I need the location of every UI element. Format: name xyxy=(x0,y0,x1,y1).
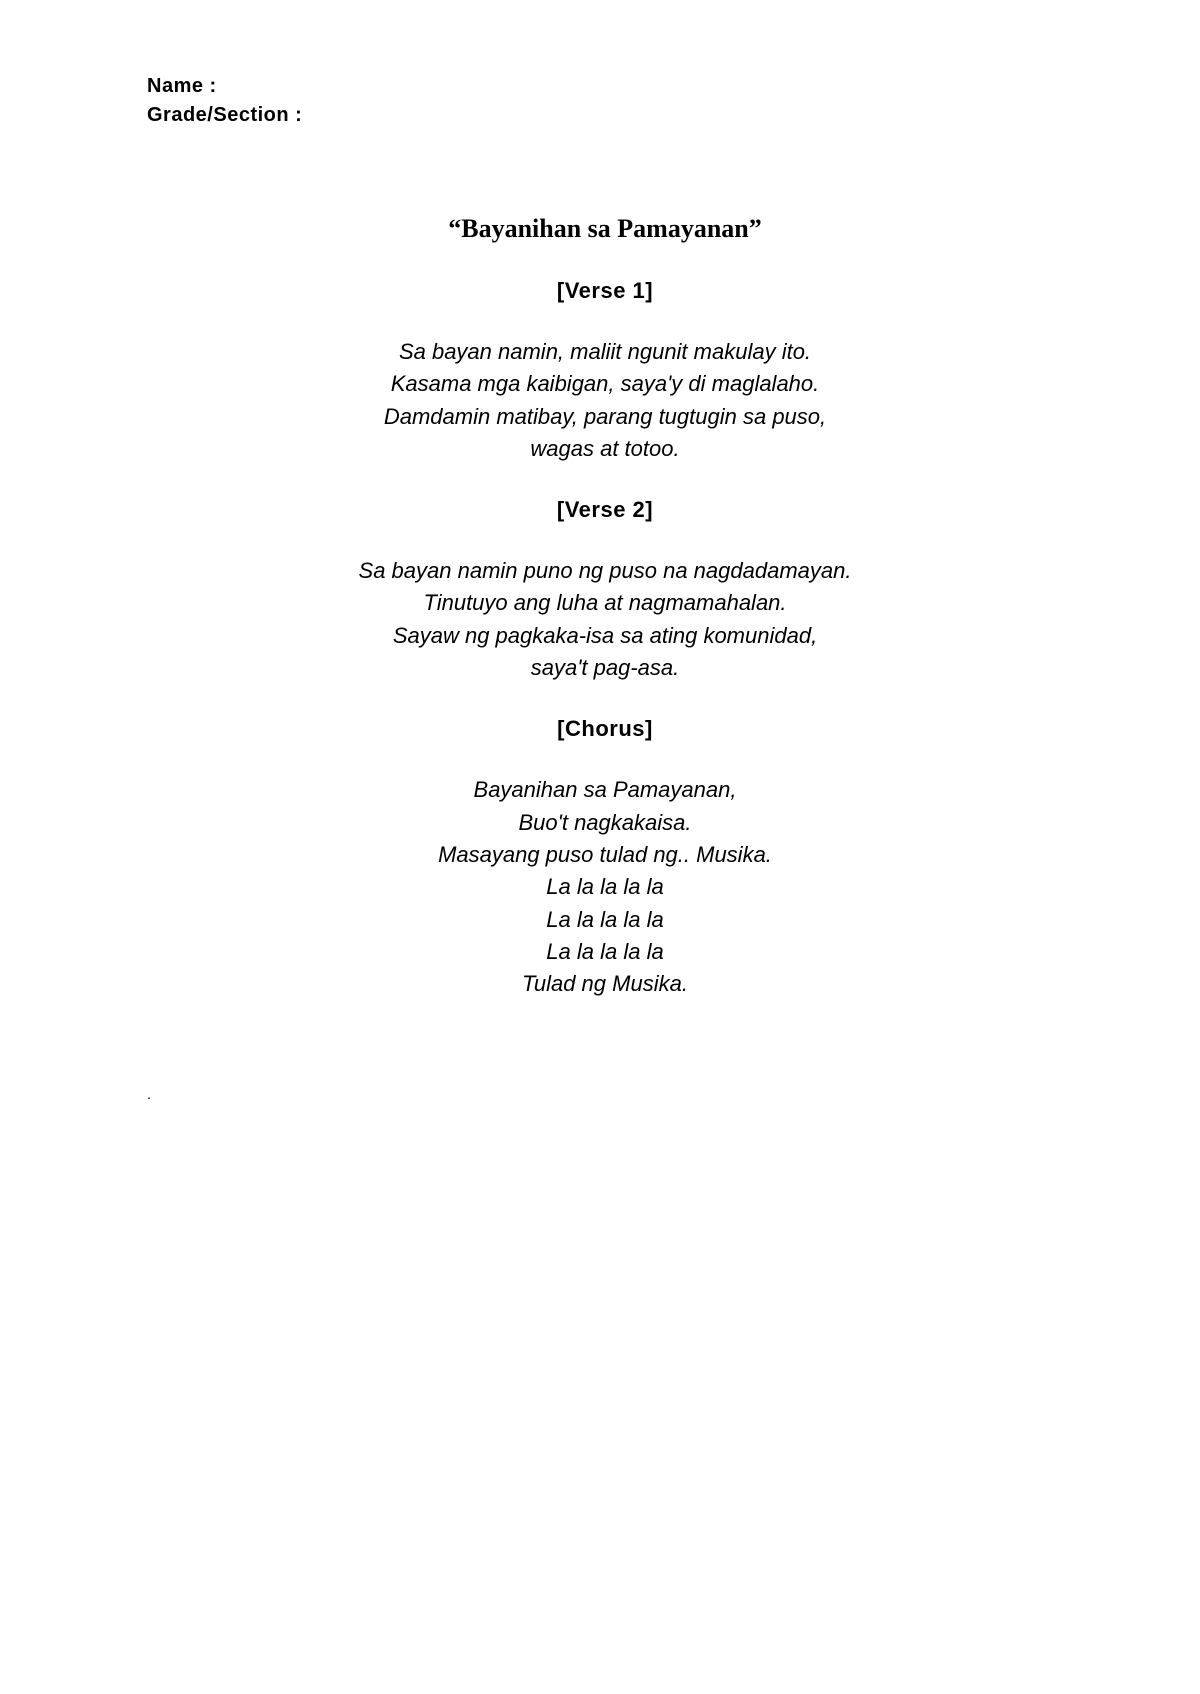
verse-2-lyrics xyxy=(0,555,1200,684)
lyric-line: Sa bayan namin puno ng puso na nagdadamayan. xyxy=(358,558,852,584)
lyric-line: Masayang puso tulad ng.. Musika. xyxy=(438,841,772,867)
section-label-verse-2: [Verse 2] xyxy=(556,497,654,523)
lyric-line: Sayaw ng pagkaka-isa sa ating komunidad, xyxy=(392,622,818,648)
grade-section-label: Grade/Section : xyxy=(147,104,303,126)
song-title: “Bayanihan sa Pamayanan” xyxy=(448,214,762,243)
lyric-line: La la la la la xyxy=(546,938,664,964)
lyric-line: Damdamin matibay, parang tugtugin sa puso, xyxy=(383,403,827,429)
lyric-line: saya't pag-asa. xyxy=(530,655,680,681)
lyric-line: Tinutuyo ang luha at nagmamahalan. xyxy=(423,590,787,616)
section-label-chorus: [Chorus] xyxy=(557,716,653,742)
lyric-line: Bayanihan sa Pamayanan, xyxy=(473,777,737,803)
lyric-line: La la la la la xyxy=(546,906,664,932)
lyric-line: Kasama mga kaibigan, saya'y di maglalaho. xyxy=(390,371,820,397)
lyric-line: La la la la la xyxy=(546,874,664,900)
name-label: Name : xyxy=(147,75,217,97)
section-label-verse-1: [Verse 1] xyxy=(556,278,654,303)
lyric-line: wagas at totoo. xyxy=(530,435,680,461)
footer-mark: . xyxy=(147,1086,151,1102)
chorus-lyrics xyxy=(0,774,1200,1000)
song-lyrics xyxy=(0,212,1200,1000)
verse-1-lyrics xyxy=(0,336,1200,465)
lyric-line: Sa bayan namin, maliit ngunit makulay ito. xyxy=(398,339,812,364)
student-info-header xyxy=(147,72,302,130)
lyric-line: Tulad ng Musika. xyxy=(522,971,688,997)
lyric-line: Buo't nagkakaisa. xyxy=(518,809,692,835)
